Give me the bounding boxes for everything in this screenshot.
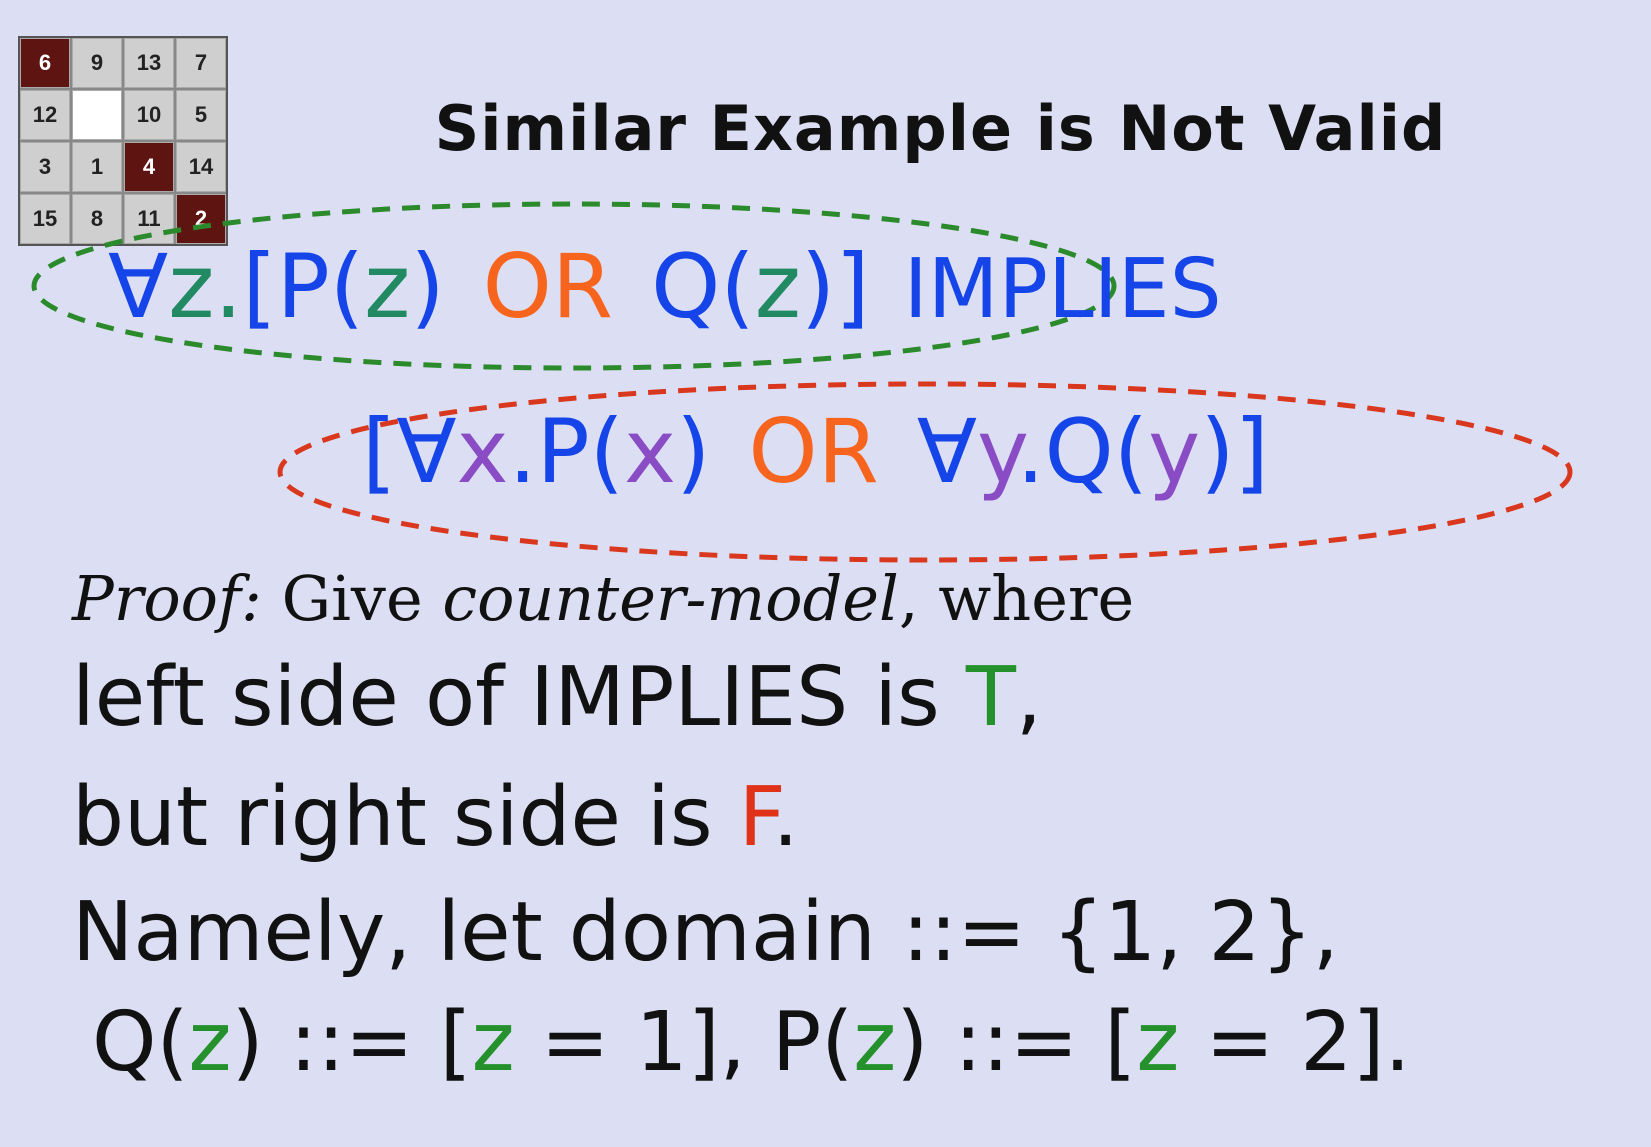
or-operator: OR: [482, 235, 614, 338]
var-z: z: [364, 235, 411, 338]
puzzle-tile: 13: [124, 38, 174, 88]
var-z: z.: [168, 235, 243, 338]
l2-period: .: [772, 770, 799, 865]
var-z: z: [754, 235, 801, 338]
forall-symbol: ∀: [108, 235, 169, 338]
bracket-close: )]: [800, 235, 870, 338]
var-z: z: [853, 995, 897, 1090]
var-y: y: [1148, 400, 1201, 503]
puzzle-tile: 1: [72, 142, 122, 192]
var-y: y: [977, 400, 1017, 503]
domain-line: Namely, let domain ::= {1, 2},: [72, 885, 1339, 980]
puzzle-tile: 3: [20, 142, 70, 192]
puzzle-tile: 10: [124, 90, 174, 140]
bracket-close: )]: [1200, 400, 1269, 503]
puzzle-tile: 6: [20, 38, 70, 88]
puzzle-tile: 4: [124, 142, 174, 192]
var-z: z: [471, 995, 515, 1090]
puzzle-tile: 11: [124, 194, 174, 244]
right-side-false-line: [72, 770, 799, 865]
q-open: Q(: [651, 235, 755, 338]
def-text: = 1], P(: [514, 995, 854, 1090]
paren-close: ): [676, 400, 711, 503]
false-value: F: [738, 770, 773, 865]
left-side-true-line: [72, 650, 1042, 745]
where-text: , where: [898, 562, 1135, 635]
puzzle-tile: 14: [176, 142, 226, 192]
q-open: Q(: [92, 995, 189, 1090]
slide-title: Similar Example is Not Valid: [434, 92, 1447, 165]
formula-left-side: [108, 235, 1222, 338]
formula-right-side: [362, 400, 1269, 503]
l1-comma: ,: [1015, 650, 1042, 745]
implies-operator: IMPLIES: [903, 242, 1222, 337]
counter-model-text: counter-model: [442, 562, 899, 635]
puzzle-tile: 12: [20, 90, 70, 140]
p-open: [P(: [242, 235, 365, 338]
open-forall: [∀: [362, 400, 457, 503]
var-z: z: [1136, 995, 1180, 1090]
puzzle-tile: 2: [176, 194, 226, 244]
true-value: T: [965, 650, 1016, 745]
l1-text: left side of IMPLIES is: [72, 650, 940, 745]
var-x: x: [623, 400, 677, 503]
l2-text: but right side is: [72, 770, 713, 865]
forall-symbol: ∀: [916, 400, 978, 503]
puzzle-tile: 15: [20, 194, 70, 244]
def-text: ) ::= [: [231, 995, 472, 1090]
def-text: ) ::= [: [896, 995, 1137, 1090]
give-text: Give: [281, 562, 423, 635]
puzzle-tile: 8: [72, 194, 122, 244]
proof-line: [72, 562, 1134, 635]
paren-close: ): [410, 235, 445, 338]
proof-label: Proof:: [72, 562, 262, 635]
predicate-definitions-line: [92, 995, 1411, 1090]
var-x: x: [456, 400, 509, 503]
var-z: z: [188, 995, 232, 1090]
p-open: .P(: [508, 400, 624, 503]
def-text: = 2].: [1179, 995, 1411, 1090]
puzzle-tile: 9: [72, 38, 122, 88]
q-open: .Q(: [1016, 400, 1149, 503]
or-operator: OR: [748, 400, 879, 503]
puzzle-tile: 7: [176, 38, 226, 88]
puzzle-tile: 5: [176, 90, 226, 140]
